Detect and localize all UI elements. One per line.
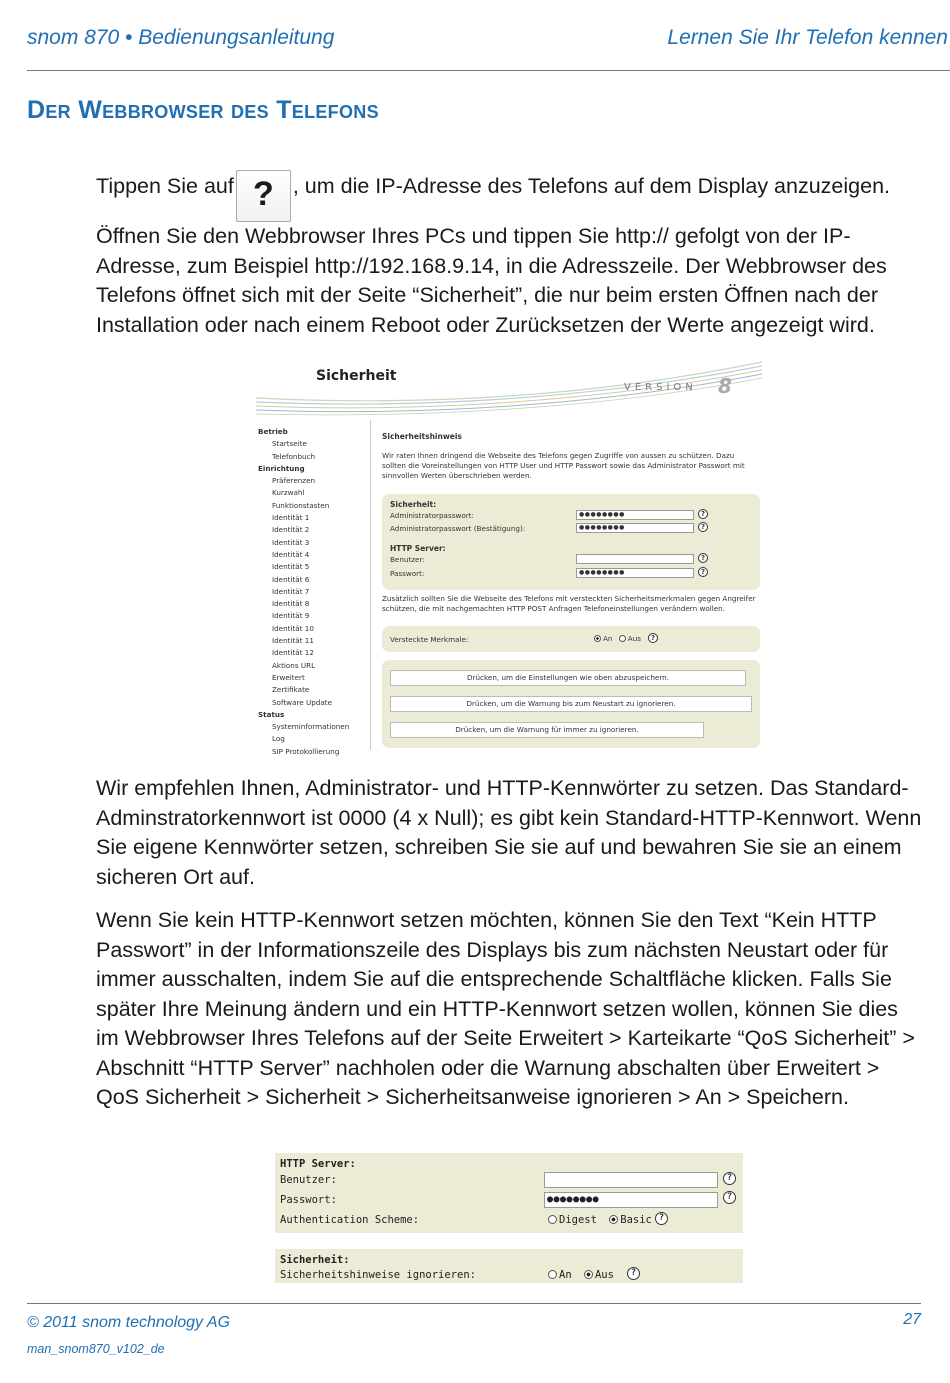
web-ui-main-content xyxy=(382,432,760,734)
security-hint-text: Wir raten Ihnen dringend die Webseite des Telefons gegen Zugriffe von aussen zu schützen. Dazu sollten die Voreinstellungen von HTTP User und HTTP Passwort sowie das Administrator Passwort mit sinnvollen Werten überschrieben werden. xyxy=(382,451,745,480)
http-server-panel xyxy=(275,1153,743,1233)
version-label: VERSION xyxy=(624,382,697,393)
sidebar-item[interactable]: Zertifikate xyxy=(272,685,310,695)
radio-digest[interactable] xyxy=(548,1215,557,1224)
recommendation-paragraph: Wir empfehlen Ihnen, Administrator- und HTTP-Kennwörter zu setzen. Das Standard-Adminstratorkennwort ist 0000 (4 x Null); es gibt kein Standard-HTTP-Kennwort. Wenn Sie eigene Kennwörter setzen, schreiben Sie sie auf und bewahren Sie sie an einem sicheren Ort auf. xyxy=(96,776,922,889)
hidden-features-label: Versteckte Merkmale: xyxy=(390,635,469,644)
radio-off-label: Aus xyxy=(627,634,641,643)
document-id: man_snom870_v102_de xyxy=(27,1342,165,1356)
sidebar-item[interactable]: Erweitert xyxy=(272,672,305,682)
sidebar-item[interactable]: Funktionstasten xyxy=(272,500,330,510)
web-ui-header xyxy=(256,358,762,420)
help-icon[interactable]: ? xyxy=(698,522,708,532)
sidebar-item[interactable]: Identität 11 xyxy=(272,636,314,646)
radio-basic-label: Basic xyxy=(620,1214,652,1226)
footer-copyright: © 2011 snom technology AG xyxy=(27,1314,231,1331)
security-hint-heading: Sicherheitshinweis xyxy=(382,432,462,441)
admin-password-field[interactable]: ●●●●●●●● xyxy=(576,510,694,520)
sidebar-item[interactable]: Identität 2 xyxy=(272,525,310,535)
footer-divider xyxy=(27,1303,921,1304)
http-user-field[interactable] xyxy=(544,1172,718,1188)
sidebar-item[interactable]: Identität 3 xyxy=(272,537,310,547)
sidebar-item[interactable]: Aktions URL xyxy=(272,660,316,670)
help-icon[interactable]: ? xyxy=(723,1172,736,1185)
sidebar-item[interactable]: Identität 12 xyxy=(272,648,314,658)
web-ui-sidebar-nav xyxy=(258,426,354,758)
sidebar-item[interactable]: SIP Protokollierung xyxy=(272,746,340,756)
sidebar-item[interactable]: Identität 1 xyxy=(272,513,310,523)
security-heading: Sicherheit: xyxy=(390,500,437,509)
sidebar-item[interactable]: Identität 9 xyxy=(272,611,310,621)
http-server-heading: HTTP Server: xyxy=(390,544,446,553)
admin-password-label: Administratorpasswort: xyxy=(390,511,474,520)
ignore-forever-button[interactable]: Drücken, um die Warnung für immer zu ignorieren. xyxy=(390,722,704,738)
radio-on[interactable] xyxy=(594,635,601,642)
sidebar-group-heading: Betrieb xyxy=(258,427,288,436)
radio-aus-label: Aus xyxy=(594,1269,614,1281)
auth-scheme-radio-group xyxy=(548,1214,652,1226)
page-number: 27 xyxy=(903,1311,921,1328)
security-heading: Sicherheit: xyxy=(280,1254,350,1266)
help-icon[interactable]: ? xyxy=(698,567,708,577)
http-user-label: Benutzer: xyxy=(280,1174,337,1186)
radio-basic[interactable] xyxy=(609,1215,618,1224)
help-icon[interactable]: ? xyxy=(648,633,658,643)
hidden-features-radio-group xyxy=(594,634,641,643)
help-icon[interactable]: ? xyxy=(627,1267,640,1280)
help-key-icon: ? xyxy=(236,170,291,222)
sidebar-item[interactable]: Identität 5 xyxy=(272,562,310,572)
help-icon[interactable]: ? xyxy=(655,1212,668,1225)
admin-password-confirm-field[interactable]: ●●●●●●●● xyxy=(576,523,694,533)
intro-text-start: Tippen Sie auf xyxy=(96,174,234,198)
sidebar-item[interactable]: Systeminformationen xyxy=(272,722,350,732)
sidebar-item[interactable]: Identität 4 xyxy=(272,549,310,559)
sidebar-item[interactable]: Präferenzen xyxy=(272,476,316,486)
sidebar-item[interactable]: Telefonbuch xyxy=(272,451,316,461)
header-divider xyxy=(27,70,950,71)
security-panel xyxy=(382,494,760,590)
radio-on-label: An xyxy=(603,634,613,643)
help-icon[interactable]: ? xyxy=(698,509,708,519)
section-title: Der Webbrowser des Telefons xyxy=(27,96,379,124)
sidebar-item[interactable]: Identität 10 xyxy=(272,623,314,633)
sidebar-item[interactable]: Identität 6 xyxy=(272,574,310,584)
save-settings-button[interactable]: Drücken, um die Einstellungen wie oben abzuspeichern. xyxy=(390,670,746,686)
web-ui-page-title: Sicherheit xyxy=(316,368,397,384)
http-password-label: Passwort: xyxy=(390,569,425,578)
sidebar-item[interactable]: Identität 7 xyxy=(272,586,310,596)
sidebar-item[interactable]: Software Update xyxy=(272,697,332,707)
header-manual-title: snom 870 • Bedienungsanleitung xyxy=(27,26,335,49)
http-password-paragraph: Wenn Sie kein HTTP-Kennwort setzen möchten, können Sie den Text “Kein HTTP Passwort” in der Informationszeile des Displays bis zum nächsten Neustart oder für immer ausschalten, indem Sie auf die entsprechende Schaltfläche klicken. Falls Sie später Ihre Meinung ändern und ein HTTP-Kennwort setzen wollen, können Sie dies im Webbrowser Ihres Telefons auf der Seite Erweitert > Karteikarte “QoS Sicherheit” > Abschnitt “HTTP Server” nachholen oder die Warnung abschalten über Erweitert > QoS Sicherheit > Sicherheit > Sicherheitsanweise ignorieren > An > Speichern. xyxy=(96,908,915,1109)
ignore-until-restart-button[interactable]: Drücken, um die Warnung bis zum Neustart zu ignorieren. xyxy=(390,696,752,712)
http-password-field[interactable]: ●●●●●●●● xyxy=(576,568,694,578)
radio-digest-label: Digest xyxy=(559,1214,597,1226)
help-icon[interactable]: ? xyxy=(698,553,708,563)
radio-aus[interactable] xyxy=(584,1270,593,1279)
intro-text-rest: , um die IP-Adresse des Telefons auf dem Display anzuzeigen. Öffnen Sie den Webbrowser Ihres PCs und tippen Sie http:// gefolgt von der IP-Adresse, zum Beispiel http://192.168.9.14, in die Adresszeile. Der Webbrowser des Telefons öffnet sich mit der Seite “Sicherheit”, die nur beim ersten Öffnen nach der Installation oder nach einem Reboot oder Zurücksetzen der Werte angezeigt wird. xyxy=(96,174,891,337)
ignore-warnings-label: Sicherheitshinweise ignorieren: xyxy=(280,1269,476,1281)
sidebar-item[interactable]: Identität 8 xyxy=(272,599,310,609)
sidebar-divider xyxy=(370,420,371,750)
sidebar-item[interactable]: Log xyxy=(272,734,285,744)
radio-off[interactable] xyxy=(619,635,626,642)
http-server-heading: HTTP Server: xyxy=(280,1158,356,1170)
radio-an[interactable] xyxy=(548,1270,557,1279)
help-icon[interactable]: ? xyxy=(723,1191,736,1204)
radio-an-label: An xyxy=(559,1269,572,1281)
intro-paragraph xyxy=(96,170,926,340)
action-buttons-panel xyxy=(382,660,760,748)
version-number: 8 xyxy=(718,374,732,398)
sidebar-group-heading: Status xyxy=(258,709,285,719)
web-ui-security-screenshot xyxy=(256,358,762,754)
http-user-field[interactable] xyxy=(576,554,694,564)
http-password-label: Passwort: xyxy=(280,1194,337,1206)
security-panel xyxy=(275,1249,743,1283)
hidden-features-panel xyxy=(382,626,760,652)
sidebar-item[interactable]: Startseite xyxy=(272,439,307,449)
http-server-settings-screenshot xyxy=(275,1153,743,1284)
sidebar-group-heading: Einrichtung xyxy=(258,463,305,473)
auth-scheme-label: Authentication Scheme: xyxy=(280,1214,420,1226)
http-user-label: Benutzer: xyxy=(390,555,425,564)
hidden-features-text: Zusätzlich sollten Sie die Webseite des Telefons mit versteckten Sicherheitsmerkmalen gegen Angreifer schützen, die mit nachgemachten HTTP POST Anfragen Telefoneinstellungen verändern wollen. xyxy=(382,594,756,613)
admin-password-confirm-label: Administratorpasswort (Bestätigung): xyxy=(390,524,526,533)
sidebar-item[interactable]: Kurzwahl xyxy=(272,488,305,498)
ignore-warnings-radio-group xyxy=(548,1269,614,1281)
header-chapter-title: Lernen Sie Ihr Telefon kennen xyxy=(667,26,948,49)
http-password-field[interactable]: ●●●●●●●● xyxy=(544,1192,718,1208)
